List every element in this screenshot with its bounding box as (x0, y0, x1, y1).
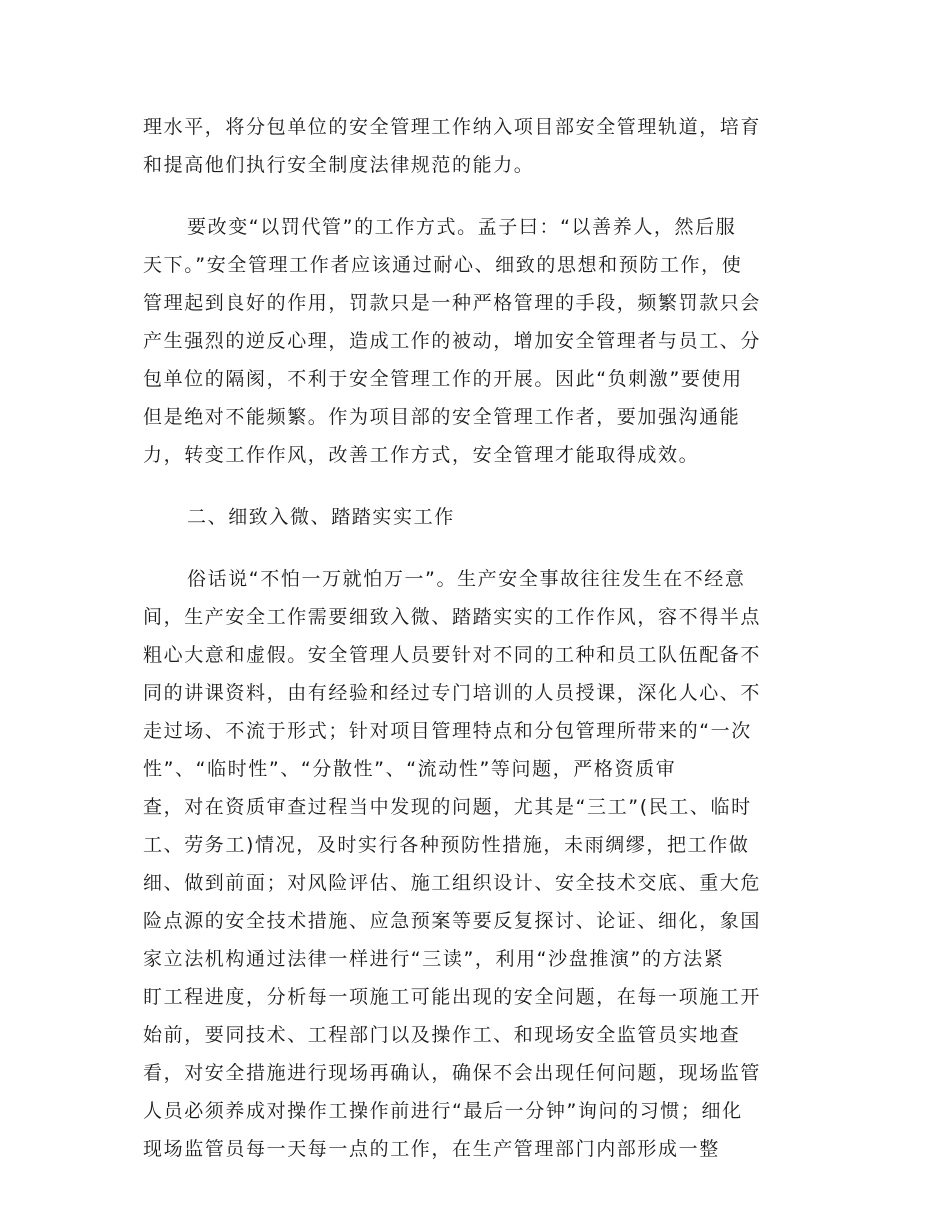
text-line: 看，对安全措施进行现场再确认，确保不会出现任何问题，现场监管 (143, 1062, 762, 1084)
text-line: 工、劳务工)情况，及时实行各种预防性措施，未雨绸缪，把工作做 (143, 834, 750, 856)
text-line: 盯工程进度，分析每一项施工可能出现的安全问题，在每一项施工开 (143, 986, 762, 1008)
text-line: 但是绝对不能频繁。作为项目部的安全管理工作者，要加强沟通能 (143, 406, 741, 428)
paragraph-continuation (143, 108, 813, 184)
text-line: 间，生产安全工作需要细致入微、踏踏实实的工作作风，容不得半点 (143, 606, 762, 628)
text-line: 管理起到良好的作用，罚款只是一种严格管理的手段，频繁罚款只会 (143, 292, 762, 314)
text-line: 产生强烈的逆反心理，造成工作的被动，增加安全管理者与员工、分 (143, 330, 762, 352)
text-line: 天下。”安全管理工作者应该通过耐心、细致的思想和预防工作，使 (143, 254, 743, 276)
paragraph-gap (143, 184, 813, 208)
paragraph-detail-work (143, 560, 813, 1168)
paragraph-gap (143, 474, 813, 498)
text-line: 同的讲课资料，由有经验和经过专门培训的人员授课，深化人心、不 (143, 682, 762, 704)
text-line: 细、做到前面；对风险评估、施工组织设计、安全技术交底、重大危 (143, 872, 762, 894)
paragraph-gap (143, 536, 813, 560)
text-line: 粗心大意和虚假。安全管理人员要针对不同的工种和员工队伍配备不 (143, 644, 762, 666)
document-body (143, 108, 813, 1168)
section-heading-text: 二、细致入微、踏踏实实工作 (187, 506, 455, 528)
text-line: 俗话说“不怕一万就怕万一”。生产安全事故往往发生在不经意 (187, 568, 746, 590)
text-line: 人员必须养成对操作工操作前进行“最后一分钟”询问的习惯；细化 (143, 1100, 743, 1122)
text-line: 要改变“以罚代管”的工作方式。孟子曰：“以善养人，然后服 (187, 216, 737, 238)
text-line: 始前，要同技术、工程部门以及操作工、和现场安全监管员实地查 (143, 1024, 741, 1046)
text-line: 险点源的安全技术措施、应急预案等要反复探讨、论证、细化，象国 (143, 910, 762, 932)
text-line: 理水平，将分包单位的安全管理工作纳入项目部安全管理轨道，培育 (143, 116, 762, 138)
text-line: 包单位的隔阂，不利于安全管理工作的开展。因此“负刺激”要使用 (143, 368, 743, 390)
text-line: 和提高他们执行安全制度法律规范的能力。 (143, 154, 535, 176)
text-line: 走过场、不流于形式；针对项目管理特点和分包管理所带来的“一次 (143, 720, 752, 742)
text-line: 查，对在资质审查过程当中发现的问题，尤其是“三工”(民工、临时 (143, 796, 752, 818)
text-line: 现场监管员每一天每一点的工作，在生产管理部门内部形成一整 (143, 1138, 720, 1160)
section-heading (143, 498, 813, 536)
text-line: 力，转变工作作风，改善工作方式，安全管理才能取得成效。 (143, 444, 700, 466)
text-line: 性”、“临时性”、“分散性”、“流动性”等问题，严格资质审 (143, 758, 677, 780)
paragraph-penalty-approach (143, 208, 813, 474)
text-line: 家立法机构通过法律一样进行“三读”，利用“沙盘推演”的方法紧 (143, 948, 725, 970)
